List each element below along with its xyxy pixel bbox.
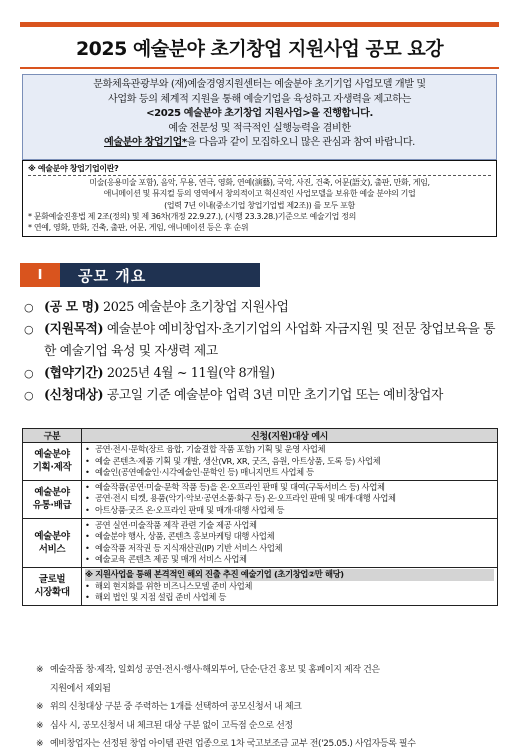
overview-key: (공 모 명) xyxy=(44,300,100,315)
row-items xyxy=(82,518,498,567)
circle-bullet-icon: ○ xyxy=(24,323,34,336)
table-header-row xyxy=(23,429,498,443)
section-header xyxy=(20,263,260,287)
list-item xyxy=(85,581,494,593)
row-items xyxy=(82,480,498,518)
item-text: 예술 콘텐츠·제품 기획 및 개발, 생산(VR, XR, 굿즈, 음원, 아트상품, 도록 등) 사업체 xyxy=(95,455,381,466)
overview-item xyxy=(24,297,504,319)
list-item xyxy=(85,493,494,505)
row-items xyxy=(82,567,498,605)
row-category xyxy=(23,567,82,605)
list-item xyxy=(85,456,494,468)
row-category xyxy=(23,443,82,481)
list-item xyxy=(85,554,494,566)
intro-line-3: <2025 예술분야 초기창업 지원사업>을 진행합니다. xyxy=(146,108,373,120)
item-text: 공연·전시·문학(장르 융합, 기술결합 작품 포함) 기획 및 운영 사업체 xyxy=(95,444,326,454)
circle-bullet-icon: ○ xyxy=(24,389,34,402)
header-examples: 신청(지원)대상 예시 xyxy=(82,429,498,443)
intro-box xyxy=(22,74,497,160)
page-title: 2025 예술분야 초기창업 지원사업 공모 요강 xyxy=(75,37,444,60)
dot-icon: • xyxy=(85,592,90,603)
table-row xyxy=(23,443,498,481)
note-heading: ※ 예술분야 창업기업이란? xyxy=(28,164,119,173)
list-item xyxy=(85,531,494,543)
title-bottom-rule xyxy=(20,67,499,69)
item-text: 예술분야 행사, 상품, 콘텐츠 홍보마케팅 대행 사업체 xyxy=(95,531,275,542)
footnote xyxy=(36,661,506,680)
row-category xyxy=(23,518,82,567)
footnote-continuation xyxy=(36,680,506,699)
definition-note-box xyxy=(22,160,497,237)
note-body-2: 애니메이션 및 뮤지컬 등의 영역에서 창의적이고 혁신적인 사업모델을 보유한 예술 분야의 기업 xyxy=(103,189,416,199)
note-body-3: (업력 7년 이내(중소기업 창업기업법 제2조)) 를 모두 포함 xyxy=(164,200,355,210)
footnote-text: 심사 시, 공모신청서 내 체크된 대상 구분 없이 고득점 순으로 선정 xyxy=(50,720,293,731)
list-item xyxy=(85,467,494,479)
item-text: 예술작품(공연·미술·문학 작품 등)을 온·오프라인 판매 및 대여(구독서비스 등) 사업체 xyxy=(95,481,385,492)
title-bar xyxy=(20,22,499,69)
intro-line-5 xyxy=(29,136,490,151)
overview-item xyxy=(24,319,504,363)
overview-list xyxy=(24,297,504,407)
dot-icon: • xyxy=(85,444,90,454)
item-text: 해외 법인 및 지점 설립 준비 사업체 등 xyxy=(95,592,226,603)
dot-icon: • xyxy=(85,542,90,553)
row-category xyxy=(23,480,82,518)
dot-icon: • xyxy=(85,580,90,591)
overview-value: 2025 예술분야 초기창업 지원사업 xyxy=(102,300,289,315)
footnote-text: 예비창업자는 선정된 창업 아이템 관련 업종으로 1차 국고보조금 교부 전('25.05.) 사업자등록 필수 xyxy=(50,739,416,750)
item-text: 예술작품 저작권 등 지식재산권(IP) 기반 서비스 사업체 xyxy=(95,542,283,553)
category-line: 예술분야 xyxy=(34,530,70,542)
dot-icon: • xyxy=(85,531,90,542)
intro-emphasis: 예술분야 창업기업* xyxy=(104,137,187,149)
note-mark-icon: ※ xyxy=(36,665,44,675)
category-line: 서비스 xyxy=(38,543,66,555)
table-row xyxy=(23,518,498,567)
overview-value: 공고일 기준 예술분야 업력 3년 미만 초기기업 또는 예비창업자 xyxy=(106,388,443,403)
footnote-text: 지원에서 제외됨 xyxy=(50,683,111,694)
item-text: 아트상품·굿즈 온·오프라인 판매 및 매개·대행 사업체 등 xyxy=(95,504,285,515)
item-text: 예술인(공연예술인·시각예술인·문학인 등) 매니지먼트 사업체 등 xyxy=(95,467,314,478)
overview-key: (지원목적) xyxy=(44,322,104,337)
header-category: 구분 xyxy=(23,429,82,443)
overview-key: (협약기간) xyxy=(44,366,104,381)
item-text: 예술교육 콘텐츠 제공 및 매개 서비스 사업체 xyxy=(95,554,247,565)
item-text: 공연 실연·미술작품 제작 관련 기술 제공 사업체 xyxy=(95,519,257,530)
category-line: 예술분야 xyxy=(34,449,70,461)
item-text: 공연·전시 티켓, 용품(악기·악보·공연소품·화구 등) 온·오프라인 판매 및 매개·대행 사업체 xyxy=(95,493,396,504)
dot-icon: • xyxy=(85,504,90,515)
section-label: 공모 개요 xyxy=(60,263,260,287)
row-items xyxy=(82,443,498,481)
overview-item xyxy=(24,363,504,385)
item-text: 해외 현지화를 위한 비즈니스모델 준비 사업체 xyxy=(95,580,253,591)
category-line: 시장확대 xyxy=(34,587,70,599)
intro-line-4: 예술 전문성 및 적극적인 실행능력을 겸비한 xyxy=(168,122,351,134)
note-mark-icon: ※ xyxy=(36,739,44,750)
category-line: 기획·제작 xyxy=(32,462,72,474)
intro-line-1: 문화체육관광부와 (재)예술경영지원센터는 예술분야 초기기업 사업모델 개발 및 xyxy=(93,79,426,90)
category-line: 유통·배급 xyxy=(32,500,72,512)
highlight-note: ※ 지원사업을 통해 본격적인 해외 진출 추진 예술기업 (초기창업②만 해당) xyxy=(85,569,494,581)
list-item xyxy=(85,543,494,555)
note-mark-icon: ※ xyxy=(36,720,44,731)
dot-icon: • xyxy=(85,554,90,565)
overview-item xyxy=(24,385,504,407)
note-body-1: 미술(응용미술 포함), 음악, 무용, 연극, 영화, 연예(演藝), 국악, 사진, 건축, 어문(語文), 출판, 만화, 게임, xyxy=(89,178,430,188)
footnote xyxy=(36,717,506,736)
list-item xyxy=(85,505,494,517)
overview-key: (신청대상) xyxy=(44,388,104,403)
footnotes xyxy=(36,661,506,754)
list-item xyxy=(85,444,494,456)
dot-icon: • xyxy=(85,467,90,478)
note-footnote-1: * 문화예술진흥법 제 2조(정의) 및 제 36차(개정 22.9.27.), (시행 23.3.28.)기준으로 예술기업 정의 xyxy=(28,211,356,221)
overview-value: 예술분야 예비창업자·초기기업의 사업화 자금지원 및 전문 창업보육을 통한 예술기업 육성 및 자생력 제고 xyxy=(44,322,496,359)
footnote xyxy=(36,698,506,717)
circle-bullet-icon: ○ xyxy=(24,367,34,380)
dot-icon: • xyxy=(85,455,90,466)
circle-bullet-icon: ○ xyxy=(24,301,34,314)
list-item xyxy=(85,482,494,494)
footnote-text: 예술작품 창·제작, 일회성 공연·전시·행사·해외투어, 단순·단건 홍보 및 홈페이지 제작 건은 xyxy=(50,665,380,675)
overview-value: 2025년 4월 ~ 11월(약 8개월) xyxy=(106,366,275,381)
eligibility-table xyxy=(22,428,498,606)
category-line: 예술분야 xyxy=(34,487,70,499)
list-item xyxy=(85,520,494,532)
footnote-text: 위의 신청대상 구분 중 주력하는 1개를 선택하여 공모신청서 내 체크 xyxy=(50,702,302,713)
table-row xyxy=(23,567,498,605)
section-number: Ⅰ xyxy=(20,263,60,287)
list-item xyxy=(85,592,494,604)
note-mark-icon: ※ xyxy=(36,702,44,713)
dot-icon: • xyxy=(85,493,90,504)
dot-icon: • xyxy=(85,481,90,492)
note-separator xyxy=(28,175,491,176)
category-line: 글로벌 xyxy=(38,574,66,586)
footnote xyxy=(36,735,506,754)
intro-line-5-rest: 을 다음과 같이 모집하오니 많은 관심과 참여 바랍니다. xyxy=(186,137,415,149)
note-footnote-2: * 연예, 영화, 만화, 건축, 출판, 어문, 게임, 애니메이션 등은 후 순위 xyxy=(28,223,249,233)
table-row xyxy=(23,480,498,518)
dot-icon: • xyxy=(85,519,90,530)
intro-line-2: 사업화 등의 체계적 지원을 통해 예술기업을 육성하고 자생력을 제고하는 xyxy=(108,93,411,105)
